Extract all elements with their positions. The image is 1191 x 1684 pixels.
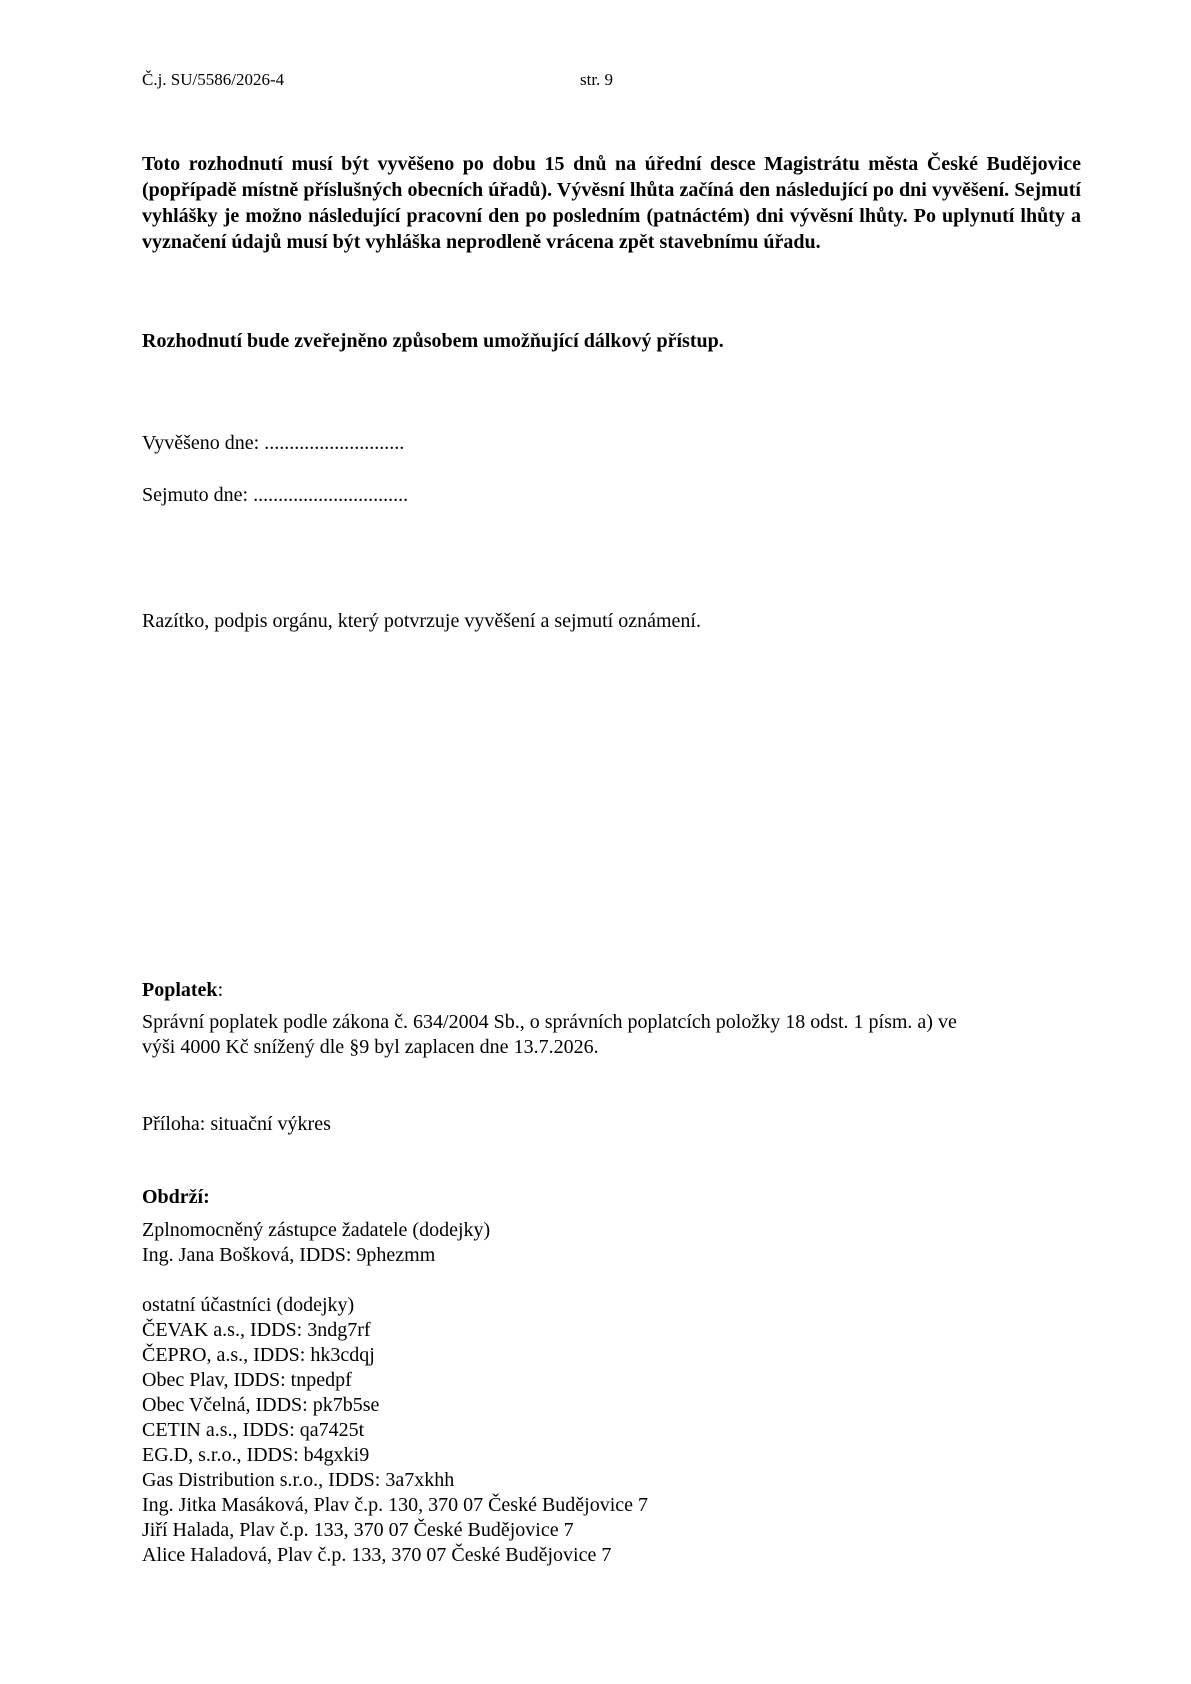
- fee-line-1: Správní poplatek podle zákona č. 634/2004 Sb., o správních poplatcích položky 18 odst. 1 písm. a) ve: [142, 1011, 957, 1033]
- recipient-entry: ČEVAK a.s., IDDS: 3ndg7rf: [142, 1319, 371, 1341]
- fee-heading-colon: :: [217, 979, 224, 1001]
- posted-date-line: Vyvěšeno dne: ............................: [142, 432, 405, 454]
- recipients-section: [142, 1185, 648, 1568]
- recipient-entry: Obec Včelná, IDDS: pk7b5se: [142, 1394, 380, 1416]
- page-number: str. 9: [580, 70, 614, 89]
- recipient-entry: EG.D, s.r.o., IDDS: b4gxki9: [142, 1444, 370, 1466]
- representative-entry: Ing. Jana Bošková, IDDS: 9phezmm: [142, 1244, 436, 1266]
- fee-section: [142, 978, 957, 1060]
- recipient-entry: ČEPRO, a.s., IDDS: hk3cdqj: [142, 1344, 375, 1366]
- posting-notice: Toto rozhodnutí musí být vyvěšeno po dobu 15 dnů na úřední desce Magistrátu města České Budějovice (popřípadě místně příslušných obecních úřadů). Vývěsní lhůta začíná den následující po dni vyvěšení. Sejmutí vyhlášky je možno následující pracovní den po posledním (patnáctém) dni vývěsní lhůty. Po uplynutí lhůty a vyznačení údajů musí být vyhláška neprodleně vrácena zpět stavebnímu úřadu.: [142, 153, 1081, 253]
- representative-label: Zplnomocněný zástupce žadatele (dodejky): [142, 1219, 491, 1241]
- recipients-heading: Obdrží:: [142, 1186, 210, 1208]
- remote-access-notice: Rozhodnutí bude zveřejněno způsobem umožňující dálkový přístup.: [142, 330, 724, 352]
- recipient-entry: CETIN a.s., IDDS: qa7425t: [142, 1419, 365, 1441]
- recipient-entry: Jiří Halada, Plav č.p. 133, 370 07 České Budějovice 7: [142, 1519, 574, 1541]
- recipient-entry: Ing. Jitka Masáková, Plav č.p. 130, 370 07 České Budějovice 7: [142, 1494, 649, 1516]
- removed-date-line: Sejmuto dne: ...............................: [142, 484, 409, 506]
- recipient-entry: Obec Plav, IDDS: tnpedpf: [142, 1369, 352, 1391]
- reference-number: Č.j. SU/5586/2026-4: [142, 70, 285, 89]
- attachment-note: Příloha: situační výkres: [142, 1113, 331, 1135]
- other-participants-label: ostatní účastníci (dodejky): [142, 1294, 355, 1316]
- fee-heading: Poplatek: [142, 979, 218, 1001]
- stamp-signature-note: Razítko, podpis orgánu, který potvrzuje vyvěšení a sejmutí oznámení.: [142, 610, 701, 632]
- fee-line-2: výši 4000 Kč snížený dle §9 byl zaplacen dne 13.7.2026.: [142, 1036, 599, 1058]
- recipient-entry: Alice Haladová, Plav č.p. 133, 370 07 České Budějovice 7: [142, 1544, 612, 1566]
- recipient-entry: Gas Distribution s.r.o., IDDS: 3a7xkhh: [142, 1469, 455, 1491]
- fee-heading-row: [142, 978, 957, 1003]
